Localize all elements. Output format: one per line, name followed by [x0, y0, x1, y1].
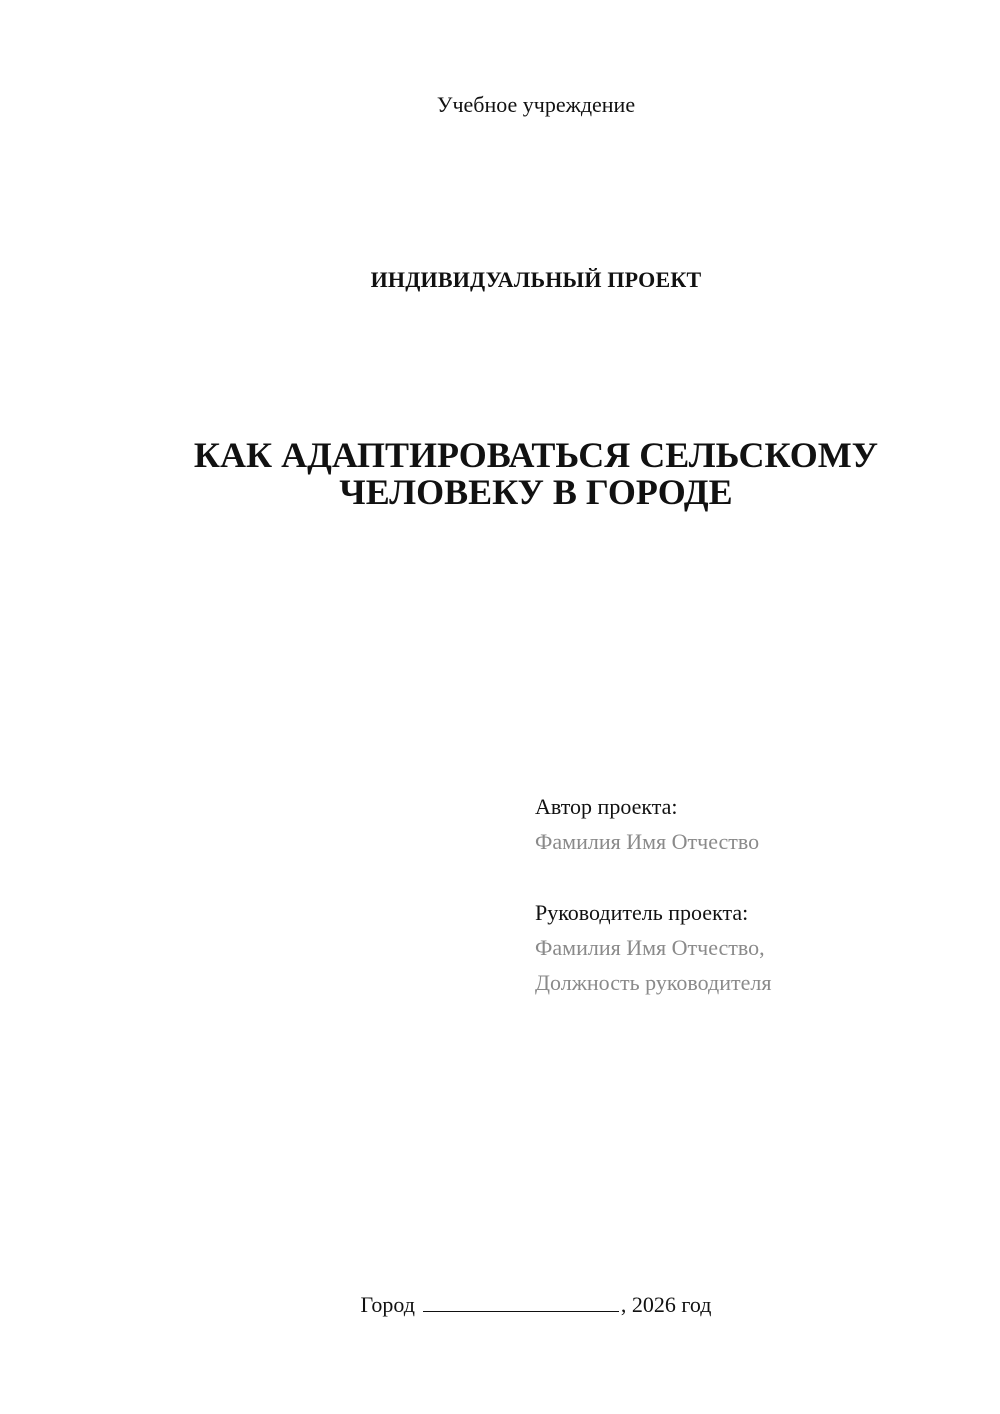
- credits-block: [535, 789, 965, 1000]
- supervisor-position-placeholder: Должность руководителя: [535, 970, 772, 995]
- author-label: Автор проекта:: [535, 794, 678, 819]
- project-title: [0, 437, 1000, 511]
- project-title-line-2: ЧЕЛОВЕКУ В ГОРОДЕ: [339, 472, 733, 512]
- supervisor-label: Руководитель проекта:: [535, 900, 749, 925]
- project-type-heading: ИНДИВИДУАЛЬНЫЙ ПРОЕКТ: [370, 267, 702, 292]
- institution-name: Учебное учреждение: [436, 92, 636, 117]
- credits-spacer: [535, 859, 965, 895]
- author-name-placeholder: Фамилия Имя Отчество: [535, 829, 760, 854]
- city-label: Город: [360, 1292, 415, 1317]
- footer-city-year: [0, 1291, 1000, 1319]
- year-text: , 2026 год: [620, 1292, 712, 1317]
- city-blank-line: [423, 1291, 619, 1312]
- project-title-line-1: КАК АДАПТИРОВАТЬСЯ СЕЛЬСКОМУ: [193, 435, 879, 475]
- supervisor-name-placeholder: Фамилия Имя Отчество,: [535, 935, 765, 960]
